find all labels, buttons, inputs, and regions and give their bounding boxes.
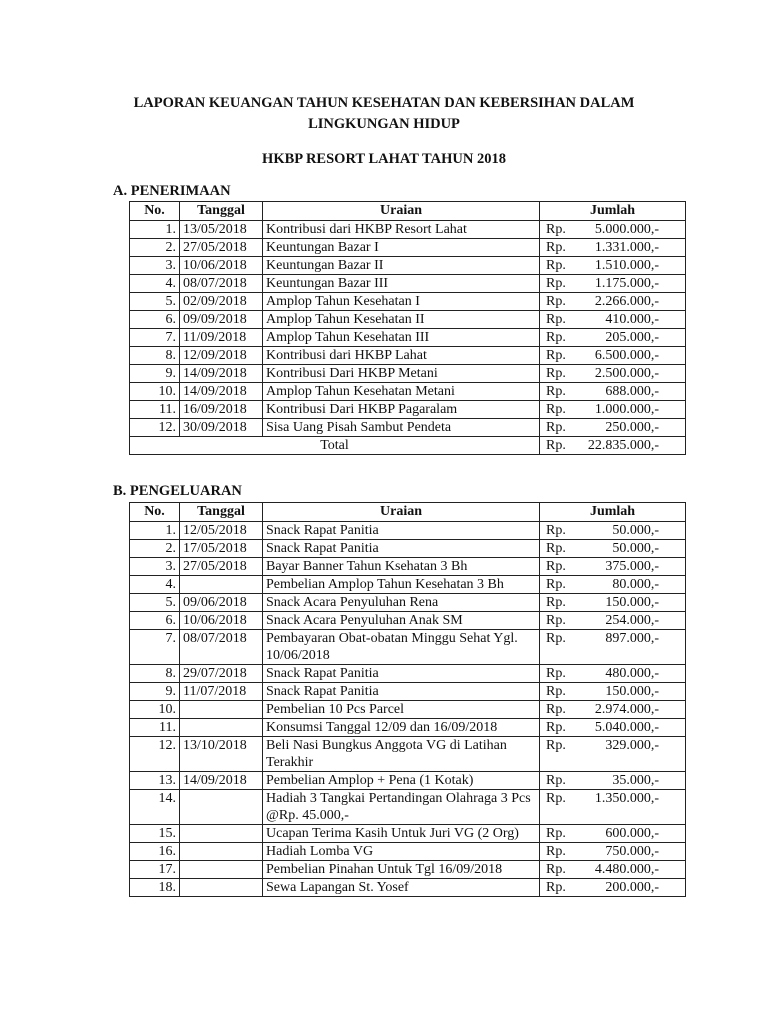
cell-jumlah	[540, 790, 686, 825]
cell-jumlah	[540, 383, 686, 401]
section-penerimaan-heading: A. PENERIMAAN	[113, 183, 231, 199]
cell-no: 11.	[130, 401, 180, 419]
col-no: No.	[130, 202, 180, 221]
cell-currency: Rp.	[546, 791, 566, 806]
table-row	[130, 861, 686, 879]
col-tanggal: Tanggal	[180, 202, 263, 221]
cell-no: 3.	[130, 257, 180, 275]
table-row	[130, 630, 686, 665]
cell-no: 2.	[130, 540, 180, 558]
report-title-line1: LAPORAN KEUANGAN TAHUN KESEHATAN DAN KEBERSIHAN DALAM	[133, 95, 635, 111]
cell-tanggal: 08/07/2018	[180, 630, 263, 665]
cell-amount: 2.500.000,-	[594, 366, 659, 381]
cell-uraian: Snack Rapat Panitia	[263, 540, 540, 558]
cell-no: 7.	[130, 329, 180, 347]
cell-no: 12.	[130, 419, 180, 437]
cell-uraian: Kontribusi Dari HKBP Pagaralam	[263, 401, 540, 419]
cell-jumlah	[540, 879, 686, 897]
cell-jumlah	[540, 329, 686, 347]
cell-tanggal: 16/09/2018	[180, 401, 263, 419]
cell-currency: Rp.	[546, 276, 566, 291]
cell-no: 5.	[130, 594, 180, 612]
table-row	[130, 311, 686, 329]
cell-currency: Rp.	[546, 720, 566, 735]
total-label: Total	[130, 437, 540, 455]
cell-uraian: Amplop Tahun Kesehatan II	[263, 311, 540, 329]
cell-tanggal: 27/05/2018	[180, 558, 263, 576]
cell-amount: 50.000,-	[612, 523, 659, 538]
cell-currency: Rp.	[546, 258, 566, 273]
cell-amount: 150.000,-	[605, 684, 659, 699]
table-row	[130, 719, 686, 737]
cell-amount: 1.510.000,-	[594, 258, 659, 273]
cell-tanggal: 10/06/2018	[180, 612, 263, 630]
col-no: No.	[130, 503, 180, 522]
cell-jumlah	[540, 401, 686, 419]
cell-tanggal	[180, 861, 263, 879]
total-currency: Rp.	[546, 438, 566, 453]
cell-amount: 2.266.000,-	[594, 294, 659, 309]
cell-no: 14.	[130, 790, 180, 825]
report-title-line2: LINGKUNGAN HIDUP	[308, 116, 460, 132]
cell-uraian: Amplop Tahun Kesehatan I	[263, 293, 540, 311]
cell-currency: Rp.	[546, 523, 566, 538]
cell-tanggal: 27/05/2018	[180, 239, 263, 257]
cell-uraian: Snack Acara Penyuluhan Rena	[263, 594, 540, 612]
cell-no: 1.	[130, 221, 180, 239]
cell-no: 12.	[130, 737, 180, 772]
cell-no: 6.	[130, 311, 180, 329]
cell-jumlah	[540, 522, 686, 540]
cell-currency: Rp.	[546, 330, 566, 345]
table-row	[130, 239, 686, 257]
cell-uraian: Hadiah Lomba VG	[263, 843, 540, 861]
cell-amount: 750.000,-	[605, 844, 659, 859]
cell-amount: 80.000,-	[612, 577, 659, 592]
cell-uraian: Amplop Tahun Kesehatan Metani	[263, 383, 540, 401]
table-row	[130, 790, 686, 825]
cell-jumlah	[540, 540, 686, 558]
cell-tanggal: 12/09/2018	[180, 347, 263, 365]
cell-no: 16.	[130, 843, 180, 861]
table-row	[130, 879, 686, 897]
table-row	[130, 701, 686, 719]
cell-jumlah	[540, 630, 686, 665]
table-row	[130, 576, 686, 594]
table-row	[130, 683, 686, 701]
cell-tanggal: 09/09/2018	[180, 311, 263, 329]
table-row	[130, 558, 686, 576]
col-uraian: Uraian	[263, 202, 540, 221]
cell-uraian: Sewa Lapangan St. Yosef	[263, 879, 540, 897]
cell-amount: 6.500.000,-	[594, 348, 659, 363]
cell-jumlah	[540, 365, 686, 383]
cell-tanggal	[180, 719, 263, 737]
cell-tanggal: 14/09/2018	[180, 383, 263, 401]
cell-jumlah	[540, 719, 686, 737]
cell-jumlah	[540, 221, 686, 239]
cell-amount: 2.974.000,-	[594, 702, 659, 717]
cell-currency: Rp.	[546, 384, 566, 399]
table-row	[130, 522, 686, 540]
table-row	[130, 737, 686, 772]
cell-jumlah	[540, 612, 686, 630]
cell-uraian: Keuntungan Bazar III	[263, 275, 540, 293]
cell-uraian: Pembelian Amplop + Pena (1 Kotak)	[263, 772, 540, 790]
cell-uraian: Kontribusi dari HKBP Lahat	[263, 347, 540, 365]
cell-no: 8.	[130, 665, 180, 683]
cell-no: 6.	[130, 612, 180, 630]
cell-currency: Rp.	[546, 348, 566, 363]
cell-amount: 1.175.000,-	[594, 276, 659, 291]
cell-tanggal	[180, 825, 263, 843]
cell-tanggal: 30/09/2018	[180, 419, 263, 437]
cell-jumlah	[540, 293, 686, 311]
cell-currency: Rp.	[546, 666, 566, 681]
cell-uraian: Beli Nasi Bungkus Anggota VG di Latihan Terakhir	[263, 737, 540, 772]
cell-amount: 375.000,-	[605, 559, 659, 574]
cell-no: 11.	[130, 719, 180, 737]
cell-no: 9.	[130, 683, 180, 701]
col-jumlah: Jumlah	[540, 503, 686, 522]
cell-no: 8.	[130, 347, 180, 365]
cell-currency: Rp.	[546, 862, 566, 877]
cell-currency: Rp.	[546, 420, 566, 435]
cell-uraian: Bayar Banner Tahun Ksehatan 3 Bh	[263, 558, 540, 576]
table-row	[130, 347, 686, 365]
cell-currency: Rp.	[546, 402, 566, 417]
cell-jumlah	[540, 825, 686, 843]
cell-no: 4.	[130, 275, 180, 293]
cell-tanggal: 17/05/2018	[180, 540, 263, 558]
cell-uraian: Kontribusi dari HKBP Resort Lahat	[263, 221, 540, 239]
table-row	[130, 540, 686, 558]
cell-tanggal: 11/07/2018	[180, 683, 263, 701]
cell-no: 1.	[130, 522, 180, 540]
cell-amount: 897.000,-	[605, 631, 659, 646]
cell-jumlah	[540, 311, 686, 329]
table-row	[130, 825, 686, 843]
cell-amount: 1.350.000,-	[594, 791, 659, 806]
cell-tanggal	[180, 879, 263, 897]
table-row	[130, 401, 686, 419]
cell-amount: 50.000,-	[612, 541, 659, 556]
cell-currency: Rp.	[546, 294, 566, 309]
table-row	[130, 383, 686, 401]
total-row	[130, 437, 686, 455]
cell-no: 7.	[130, 630, 180, 665]
cell-amount: 150.000,-	[605, 595, 659, 610]
cell-amount: 5.040.000,-	[594, 720, 659, 735]
table-row	[130, 772, 686, 790]
cell-jumlah	[540, 594, 686, 612]
cell-uraian: Konsumsi Tanggal 12/09 dan 16/09/2018	[263, 719, 540, 737]
cell-jumlah	[540, 772, 686, 790]
cell-amount: 205.000,-	[605, 330, 659, 345]
cell-tanggal: 10/06/2018	[180, 257, 263, 275]
cell-no: 2.	[130, 239, 180, 257]
cell-currency: Rp.	[546, 559, 566, 574]
table-row	[130, 612, 686, 630]
cell-uraian: Pembelian Pinahan Untuk Tgl 16/09/2018	[263, 861, 540, 879]
cell-tanggal	[180, 790, 263, 825]
cell-currency: Rp.	[546, 366, 566, 381]
cell-uraian: Keuntungan Bazar I	[263, 239, 540, 257]
cell-currency: Rp.	[546, 702, 566, 717]
cell-tanggal: 08/07/2018	[180, 275, 263, 293]
cell-uraian: Snack Rapat Panitia	[263, 683, 540, 701]
cell-amount: 688.000,-	[605, 384, 659, 399]
cell-tanggal	[180, 843, 263, 861]
cell-amount: 250.000,-	[605, 420, 659, 435]
cell-tanggal	[180, 576, 263, 594]
cell-no: 10.	[130, 701, 180, 719]
cell-amount: 480.000,-	[605, 666, 659, 681]
cell-no: 15.	[130, 825, 180, 843]
cell-currency: Rp.	[546, 541, 566, 556]
cell-amount: 254.000,-	[605, 613, 659, 628]
cell-uraian: Pembelian Amplop Tahun Kesehatan 3 Bh	[263, 576, 540, 594]
cell-no: 18.	[130, 879, 180, 897]
cell-currency: Rp.	[546, 738, 566, 753]
cell-jumlah	[540, 737, 686, 772]
cell-currency: Rp.	[546, 826, 566, 841]
table-header-row	[130, 202, 686, 221]
cell-tanggal: 11/09/2018	[180, 329, 263, 347]
cell-no: 9.	[130, 365, 180, 383]
cell-jumlah	[540, 683, 686, 701]
table-row	[130, 329, 686, 347]
cell-tanggal: 29/07/2018	[180, 665, 263, 683]
cell-jumlah	[540, 239, 686, 257]
col-uraian: Uraian	[263, 503, 540, 522]
section-pengeluaran-heading: B. PENGELUARAN	[113, 483, 242, 499]
col-tanggal: Tanggal	[180, 503, 263, 522]
cell-amount: 5.000.000,-	[594, 222, 659, 237]
table-row	[130, 365, 686, 383]
cell-jumlah	[540, 419, 686, 437]
cell-tanggal: 09/06/2018	[180, 594, 263, 612]
cell-tanggal: 14/09/2018	[180, 772, 263, 790]
total-value: 22.835.000,-	[587, 438, 659, 453]
cell-jumlah	[540, 558, 686, 576]
cell-currency: Rp.	[546, 222, 566, 237]
cell-no: 4.	[130, 576, 180, 594]
cell-amount: 1.331.000,-	[594, 240, 659, 255]
cell-amount: 4.480.000,-	[594, 862, 659, 877]
cell-jumlah	[540, 576, 686, 594]
table-row	[130, 257, 686, 275]
table-row	[130, 221, 686, 239]
col-jumlah: Jumlah	[540, 202, 686, 221]
cell-currency: Rp.	[546, 240, 566, 255]
cell-uraian: Snack Acara Penyuluhan Anak SM	[263, 612, 540, 630]
penerimaan-table	[129, 201, 686, 455]
table-row	[130, 665, 686, 683]
table-row	[130, 293, 686, 311]
cell-tanggal: 02/09/2018	[180, 293, 263, 311]
cell-no: 13.	[130, 772, 180, 790]
cell-amount: 410.000,-	[605, 312, 659, 327]
cell-currency: Rp.	[546, 631, 566, 646]
cell-jumlah	[540, 701, 686, 719]
cell-uraian: Amplop Tahun Kesehatan III	[263, 329, 540, 347]
cell-tanggal: 13/10/2018	[180, 737, 263, 772]
cell-tanggal: 13/05/2018	[180, 221, 263, 239]
cell-uraian: Pembayaran Obat-obatan Minggu Sehat Ygl. 10/06/2018	[263, 630, 540, 665]
cell-uraian: Snack Rapat Panitia	[263, 522, 540, 540]
pengeluaran-table	[129, 502, 686, 897]
cell-no: 5.	[130, 293, 180, 311]
cell-jumlah	[540, 861, 686, 879]
cell-currency: Rp.	[546, 577, 566, 592]
cell-currency: Rp.	[546, 773, 566, 788]
report-subtitle: HKBP RESORT LAHAT TAHUN 2018	[262, 151, 506, 167]
cell-currency: Rp.	[546, 880, 566, 895]
table-row	[130, 594, 686, 612]
cell-amount: 200.000,-	[605, 880, 659, 895]
cell-jumlah	[540, 257, 686, 275]
cell-no: 17.	[130, 861, 180, 879]
cell-currency: Rp.	[546, 844, 566, 859]
cell-tanggal: 14/09/2018	[180, 365, 263, 383]
table-row	[130, 843, 686, 861]
cell-jumlah	[540, 347, 686, 365]
cell-currency: Rp.	[546, 312, 566, 327]
cell-no: 10.	[130, 383, 180, 401]
cell-jumlah	[540, 665, 686, 683]
cell-jumlah	[540, 843, 686, 861]
table-row	[130, 419, 686, 437]
cell-amount: 329.000,-	[605, 738, 659, 753]
cell-uraian: Kontribusi Dari HKBP Metani	[263, 365, 540, 383]
cell-currency: Rp.	[546, 613, 566, 628]
cell-currency: Rp.	[546, 684, 566, 699]
cell-uraian: Sisa Uang Pisah Sambut Pendeta	[263, 419, 540, 437]
cell-jumlah	[540, 275, 686, 293]
cell-amount: 1.000.000,-	[594, 402, 659, 417]
table-header-row	[130, 503, 686, 522]
cell-uraian: Keuntungan Bazar II	[263, 257, 540, 275]
cell-no: 3.	[130, 558, 180, 576]
cell-tanggal: 12/05/2018	[180, 522, 263, 540]
cell-uraian: Snack Rapat Panitia	[263, 665, 540, 683]
cell-amount: 600.000,-	[605, 826, 659, 841]
cell-uraian: Ucapan Terima Kasih Untuk Juri VG (2 Org)	[263, 825, 540, 843]
cell-tanggal	[180, 701, 263, 719]
table-row	[130, 275, 686, 293]
cell-uraian: Hadiah 3 Tangkai Pertandingan Olahraga 3 Pcs @Rp. 45.000,-	[263, 790, 540, 825]
cell-amount: 35.000,-	[612, 773, 659, 788]
cell-uraian: Pembelian 10 Pcs Parcel	[263, 701, 540, 719]
cell-currency: Rp.	[546, 595, 566, 610]
